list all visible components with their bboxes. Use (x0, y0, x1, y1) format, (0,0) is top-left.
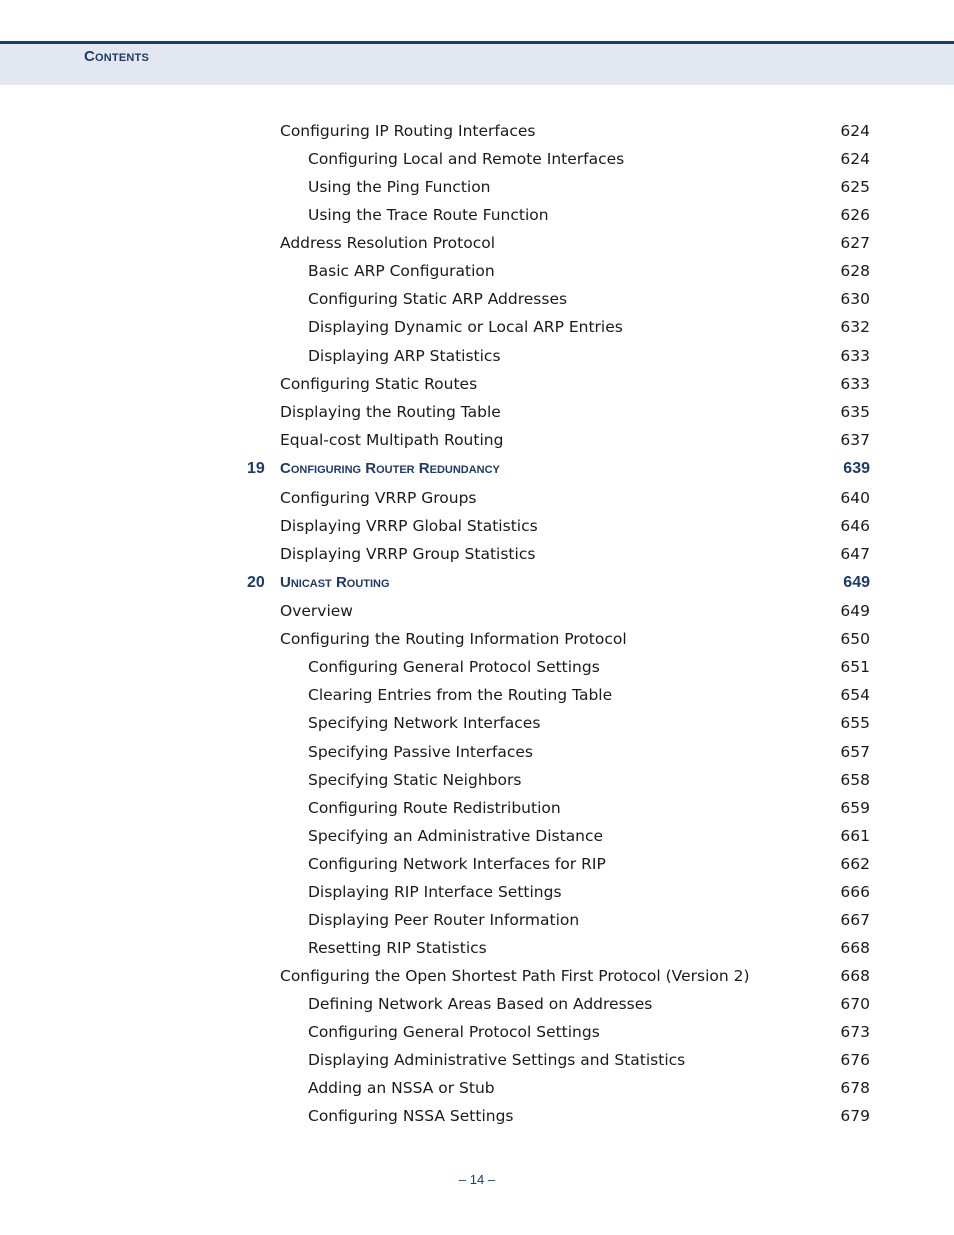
entry-page-number: 661 (840, 827, 870, 845)
entry-page-number: 668 (840, 939, 870, 957)
entry-title: Displaying VRRP Group Statistics (280, 545, 536, 563)
entry-page-number: 639 (843, 460, 870, 477)
entry-title: Equal-cost Multipath Routing (280, 431, 504, 449)
entry-page-number: 670 (840, 995, 870, 1013)
entry-page-number: 632 (840, 318, 870, 336)
entry-title: Specifying Passive Interfaces (308, 743, 534, 761)
entry-title: Configuring General Protocol Settings (308, 1023, 600, 1041)
toc-entry[interactable] (0, 373, 954, 395)
toc-entry[interactable] (0, 232, 954, 254)
entry-page-number: 628 (840, 262, 870, 280)
entry-title: Overview (280, 602, 353, 620)
entry-title: Displaying VRRP Global Statistics (280, 517, 538, 535)
entry-page-number: 658 (840, 771, 870, 789)
toc-entry[interactable] (0, 148, 954, 170)
chapter-title: Unicast Routing (280, 574, 390, 591)
entry-page-number: 676 (840, 1051, 870, 1069)
entry-page-number: 647 (840, 545, 870, 563)
toc-entry[interactable] (0, 1021, 954, 1043)
entry-title: Address Resolution Protocol (280, 234, 496, 252)
entry-title: Using the Ping Function (308, 178, 491, 196)
toc-chapter-entry[interactable] (0, 572, 954, 594)
entry-title: Displaying Dynamic or Local ARP Entries (308, 318, 623, 336)
toc-entry[interactable] (0, 797, 954, 819)
toc-entry[interactable] (0, 712, 954, 734)
toc-entry[interactable] (0, 176, 954, 198)
entry-title: Basic ARP Configuration (308, 262, 495, 280)
entry-page-number: 650 (840, 630, 870, 648)
toc-entry[interactable] (0, 881, 954, 903)
toc-entry[interactable] (0, 965, 954, 987)
entry-page-number: 662 (840, 855, 870, 873)
toc-entry[interactable] (0, 656, 954, 678)
page-number-footer: – 14 – (458, 1172, 496, 1187)
entry-page-number: 635 (840, 403, 870, 421)
entry-title: Displaying Peer Router Information (308, 911, 580, 929)
toc-entry[interactable] (0, 1077, 954, 1099)
entry-page-number: 667 (840, 911, 870, 929)
entry-page-number: 624 (840, 122, 870, 140)
toc-entry[interactable] (0, 487, 954, 509)
entry-page-number: 668 (840, 967, 870, 985)
entry-title: Specifying an Administrative Distance (308, 827, 604, 845)
toc-entry[interactable] (0, 543, 954, 565)
entry-title: Configuring Local and Remote Interfaces (308, 150, 625, 168)
entry-title: Configuring Static ARP Addresses (308, 290, 568, 308)
toc-entry[interactable] (0, 769, 954, 791)
toc-entry[interactable] (0, 909, 954, 931)
entry-page-number: 654 (840, 686, 870, 704)
toc-entry[interactable] (0, 120, 954, 142)
toc-entry[interactable] (0, 401, 954, 423)
entry-title: Displaying the Routing Table (280, 403, 501, 421)
entry-page-number: 673 (840, 1023, 870, 1041)
entry-title: Defining Network Areas Based on Addresses (308, 995, 653, 1013)
toc-chapter-entry[interactable] (0, 458, 954, 480)
entry-page-number: 627 (840, 234, 870, 252)
entry-page-number: 633 (840, 347, 870, 365)
toc-entry[interactable] (0, 825, 954, 847)
entry-title: Configuring Network Interfaces for RIP (308, 855, 606, 873)
entry-title: Configuring the Routing Information Protocol (280, 630, 627, 648)
toc-entry[interactable] (0, 853, 954, 875)
toc-entry[interactable] (0, 429, 954, 451)
entry-page-number: 659 (840, 799, 870, 817)
toc-entry[interactable] (0, 1049, 954, 1071)
entry-title: Configuring the Open Shortest Path First Protocol (Version 2) (280, 967, 750, 985)
entry-page-number: 640 (840, 489, 870, 507)
entry-page-number: 624 (840, 150, 870, 168)
entry-page-number: 625 (840, 178, 870, 196)
entry-page-number: 678 (840, 1079, 870, 1097)
toc-entry[interactable] (0, 345, 954, 367)
entry-title: Resetting RIP Statistics (308, 939, 487, 957)
toc-entry[interactable] (0, 600, 954, 622)
entry-page-number: 630 (840, 290, 870, 308)
entry-page-number: 655 (840, 714, 870, 732)
toc-entry[interactable] (0, 628, 954, 650)
entry-title: Displaying Administrative Settings and Statistics (308, 1051, 686, 1069)
entry-page-number: 666 (840, 883, 870, 901)
entry-page-number: 646 (840, 517, 870, 535)
running-header-title: Contents (84, 48, 149, 65)
entry-page-number: 657 (840, 743, 870, 761)
entry-title: Adding an NSSA or Stub (308, 1079, 495, 1097)
toc-entry[interactable] (0, 684, 954, 706)
entry-page-number: 651 (840, 658, 870, 676)
toc-entry[interactable] (0, 993, 954, 1015)
chapter-number: 20 (247, 574, 265, 591)
entry-page-number: 626 (840, 206, 870, 224)
toc-entry[interactable] (0, 316, 954, 338)
chapter-number: 19 (247, 460, 265, 477)
entry-page-number: 679 (840, 1107, 870, 1125)
entry-title: Specifying Static Neighbors (308, 771, 522, 789)
entry-title: Clearing Entries from the Routing Table (308, 686, 613, 704)
entry-title: Configuring Route Redistribution (308, 799, 561, 817)
entry-title: Using the Trace Route Function (308, 206, 549, 224)
entry-page-number: 649 (840, 602, 870, 620)
toc-entry[interactable] (0, 260, 954, 282)
toc-entry[interactable] (0, 741, 954, 763)
chapter-title: Configuring Router Redundancy (280, 460, 500, 477)
entry-title: Configuring Static Routes (280, 375, 478, 393)
toc-entry[interactable] (0, 1105, 954, 1127)
entry-page-number: 649 (843, 574, 870, 591)
toc-entry[interactable] (0, 288, 954, 310)
entry-title: Configuring NSSA Settings (308, 1107, 514, 1125)
entry-title: Configuring General Protocol Settings (308, 658, 600, 676)
entry-title: Specifying Network Interfaces (308, 714, 541, 732)
entry-page-number: 633 (840, 375, 870, 393)
entry-title: Displaying ARP Statistics (308, 347, 501, 365)
entry-title: Configuring VRRP Groups (280, 489, 477, 507)
running-header (0, 41, 954, 85)
toc-entry[interactable] (0, 204, 954, 226)
entry-page-number: 637 (840, 431, 870, 449)
toc-entry[interactable] (0, 515, 954, 537)
entry-title: Displaying RIP Interface Settings (308, 883, 562, 901)
entry-title: Configuring IP Routing Interfaces (280, 122, 536, 140)
toc-entry[interactable] (0, 937, 954, 959)
